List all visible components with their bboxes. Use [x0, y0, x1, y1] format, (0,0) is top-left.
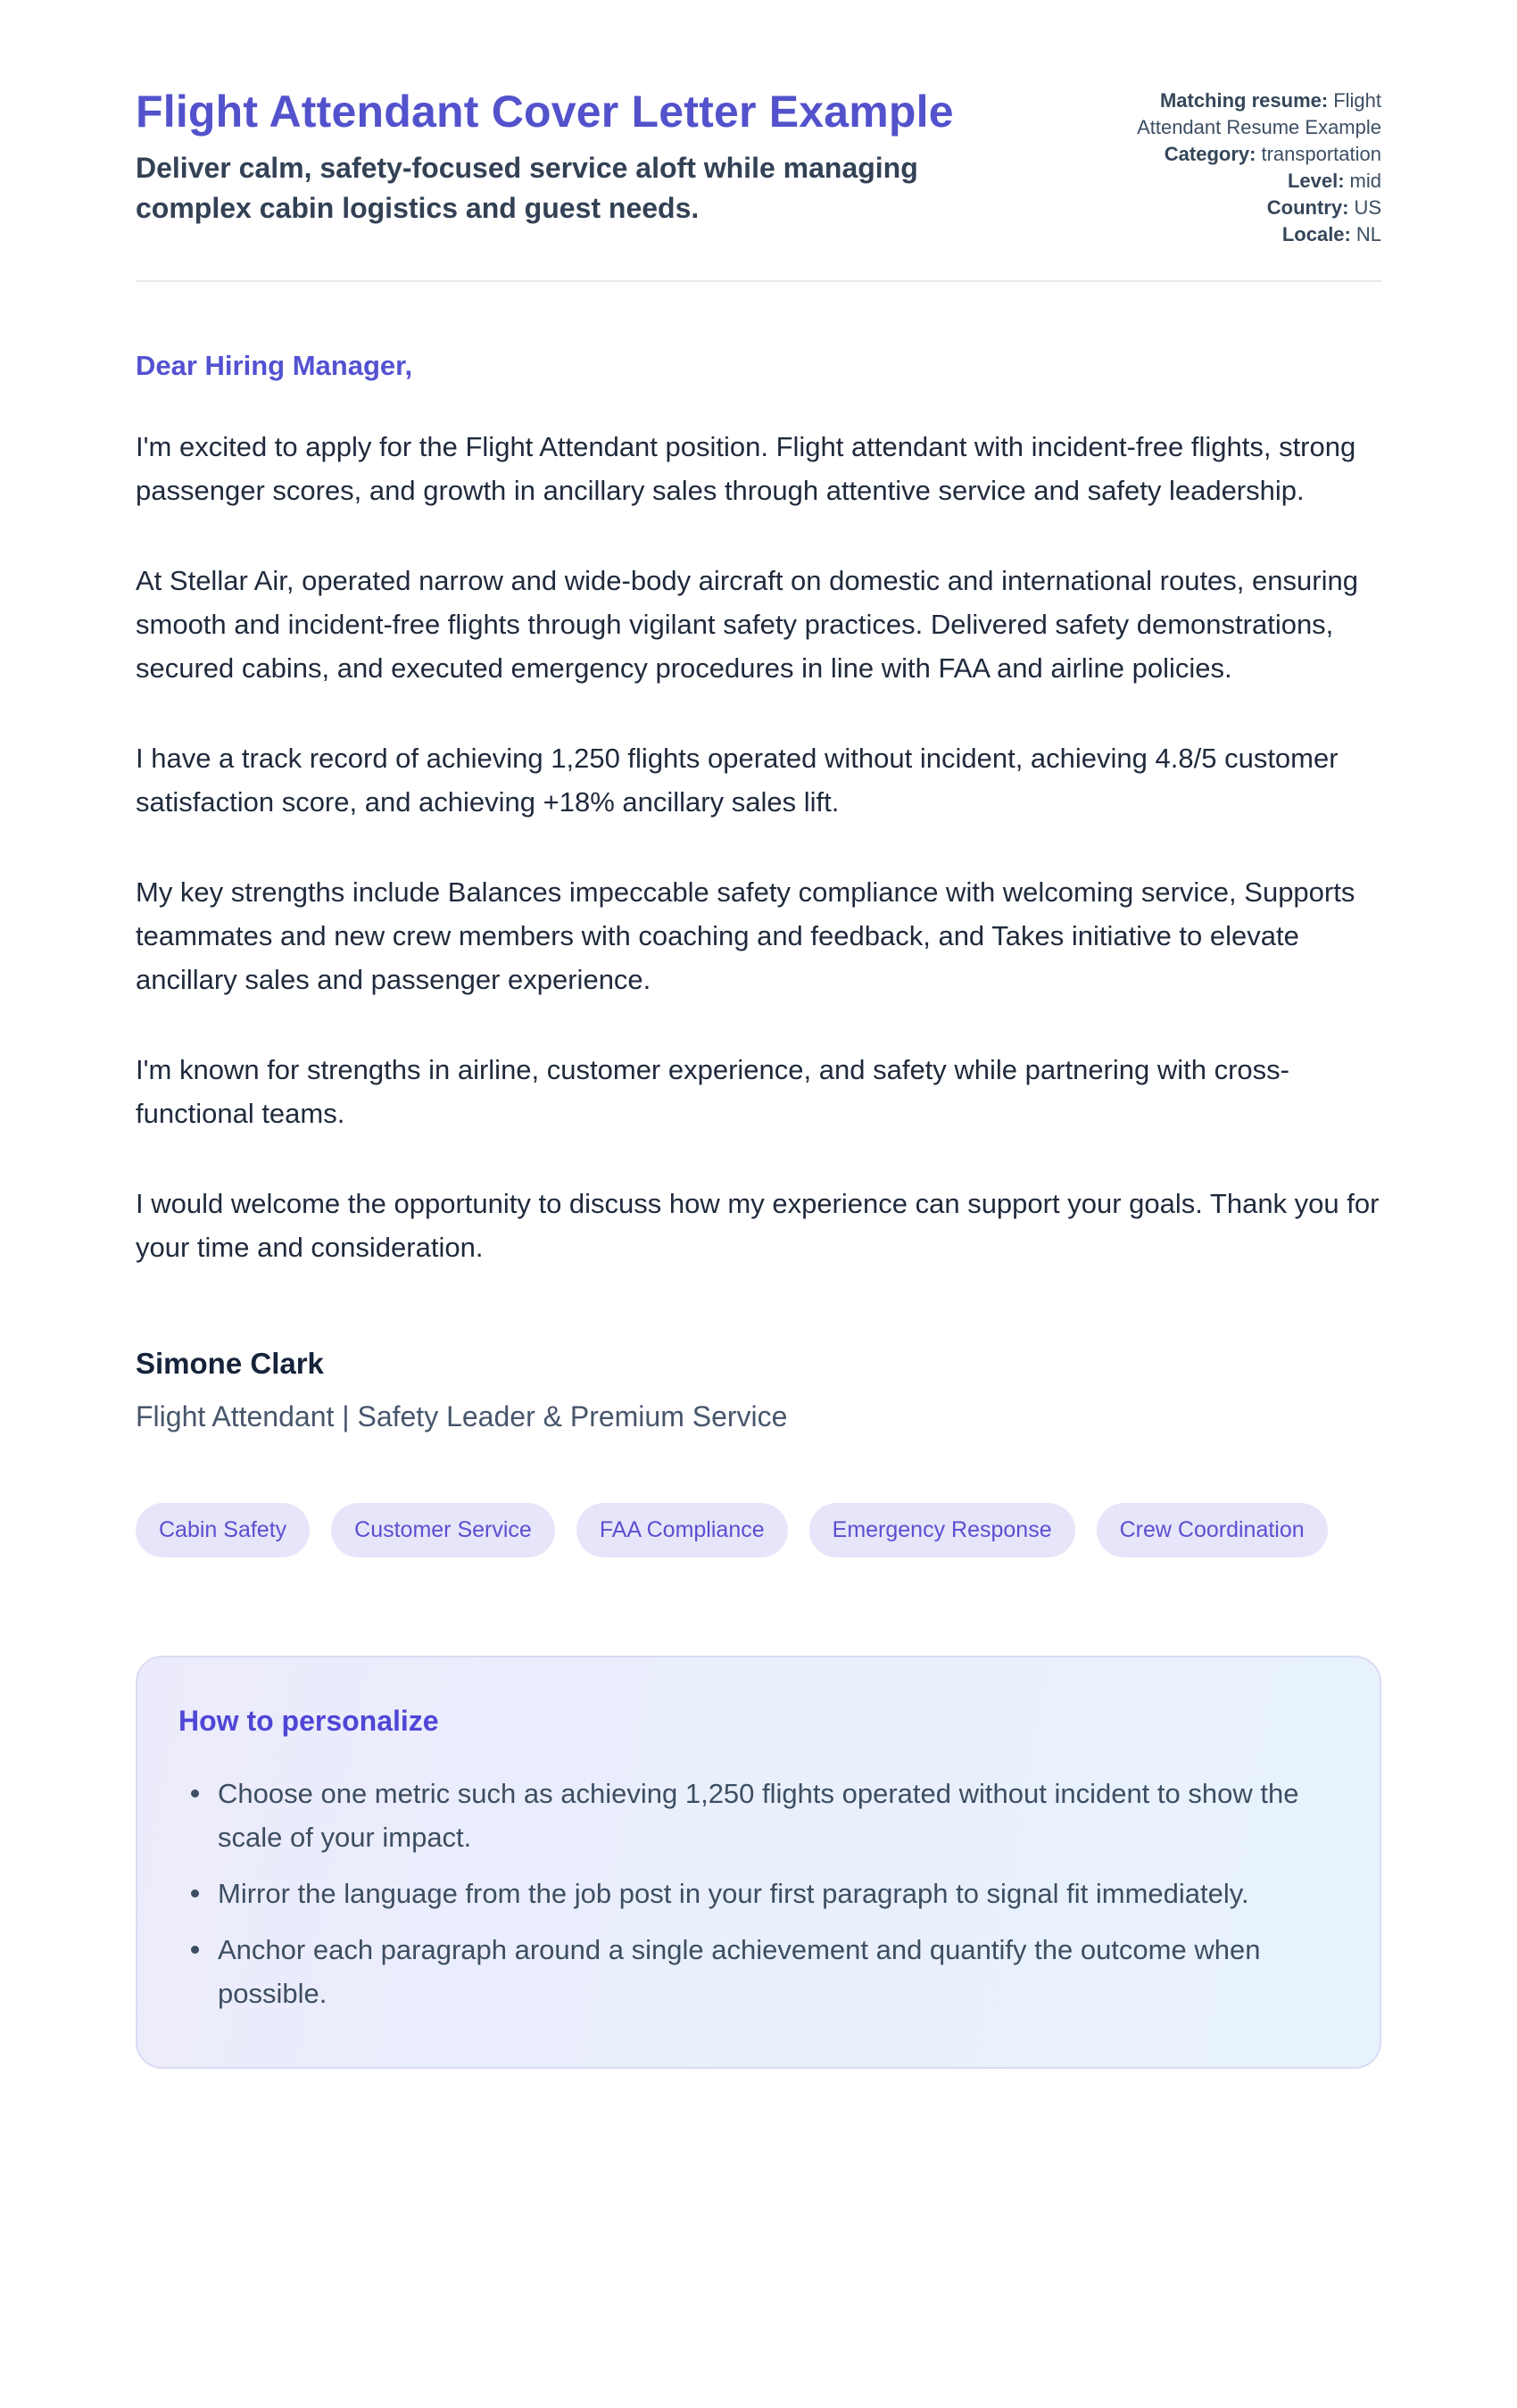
meta-label: Country: — [1266, 196, 1349, 219]
meta-row — [1087, 87, 1381, 141]
how-to-personalize-box — [136, 1656, 1381, 2069]
tip-list-item: Mirror the language from the job post in your first paragraph to signal fit immediately. — [178, 1872, 1339, 1915]
meta-value: US — [1354, 196, 1381, 219]
letter-paragraph: I'm excited to apply for the Flight Attendant position. Flight attendant with incident-free flights, strong passenger scores, and growth in ancillary sales through attentive service and safety leadership. — [136, 431, 1356, 506]
tip-list-item: Anchor each paragraph around a single achievement and quantify the outcome when possible. — [178, 1928, 1339, 2015]
meta-label: Matching resume: — [1159, 89, 1329, 112]
skill-tag-pill: Crew Coordination — [1097, 1503, 1328, 1557]
tip-list-item: Choose one metric such as achieving 1,250 flights operated without incident to show the scale of your impact. — [178, 1772, 1339, 1859]
meta-row — [1087, 221, 1381, 248]
meta-label: Level: — [1287, 170, 1345, 192]
skill-tag-pill: Customer Service — [331, 1503, 555, 1557]
resume-meta-block — [1087, 87, 1381, 248]
meta-value: mid — [1349, 170, 1381, 192]
page-header — [136, 82, 1381, 248]
letter-body — [136, 425, 1381, 1269]
meta-value: Flight Attendant Resume Example — [1137, 89, 1381, 138]
meta-label: Category: — [1164, 143, 1256, 165]
meta-label: Locale: — [1281, 223, 1351, 245]
skill-tag-pill: Emergency Response — [809, 1503, 1075, 1557]
signature-role: Flight Attendant | Safety Leader & Premium Service — [136, 1400, 788, 1432]
meta-value: transportation — [1261, 143, 1381, 165]
letter-paragraph: At Stellar Air, operated narrow and wide-body aircraft on domestic and international routes, ensuring smooth and incident-free flights through vigilant safety practices. Delivered safety demonstrations, secured cabins, and executed emergency procedures in line with FAA and airline policies. — [136, 565, 1358, 684]
page-title: Flight Attendant Cover Letter Example — [136, 87, 954, 137]
meta-row — [1087, 195, 1381, 221]
letter-paragraph: My key strengths include Balances impeccable safety compliance with welcoming service, Supports teammates and new crew members with coaching and feedback, and Takes initiative to elevate ancillary sales and passenger experience. — [136, 876, 1355, 995]
letter-paragraph: I'm known for strengths in airline, customer experience, and safety while partnering with cross-functional teams. — [136, 1054, 1289, 1129]
signature-name: Simone Clark — [136, 1347, 324, 1380]
page-subtitle: Deliver calm, safety-focused service aloft while managing complex cabin logistics and guest needs. — [136, 152, 918, 224]
meta-value: NL — [1355, 223, 1381, 245]
skill-tags — [136, 1503, 1381, 1557]
tip-list — [178, 1772, 1339, 2015]
letter-paragraph: I would welcome the opportunity to discuss how my experience can support your goals. Thank you for your time and consideration. — [136, 1188, 1380, 1263]
letter-greeting: Dear Hiring Manager, — [136, 350, 413, 381]
skill-tag-pill: FAA Compliance — [576, 1503, 788, 1557]
tip-box-heading: How to personalize — [178, 1705, 439, 1737]
cover-letter-page — [136, 0, 1381, 2149]
header-divider — [136, 280, 1381, 282]
letter-paragraph: I have a track record of achieving 1,250 flights operated without incident, achieving 4.8/5 customer satisfaction score, and achieving +18% ancillary sales lift. — [136, 743, 1339, 818]
skill-tag-pill: Cabin Safety — [136, 1503, 310, 1557]
header-titles — [136, 82, 1010, 228]
meta-row — [1087, 141, 1381, 168]
meta-row — [1087, 168, 1381, 195]
